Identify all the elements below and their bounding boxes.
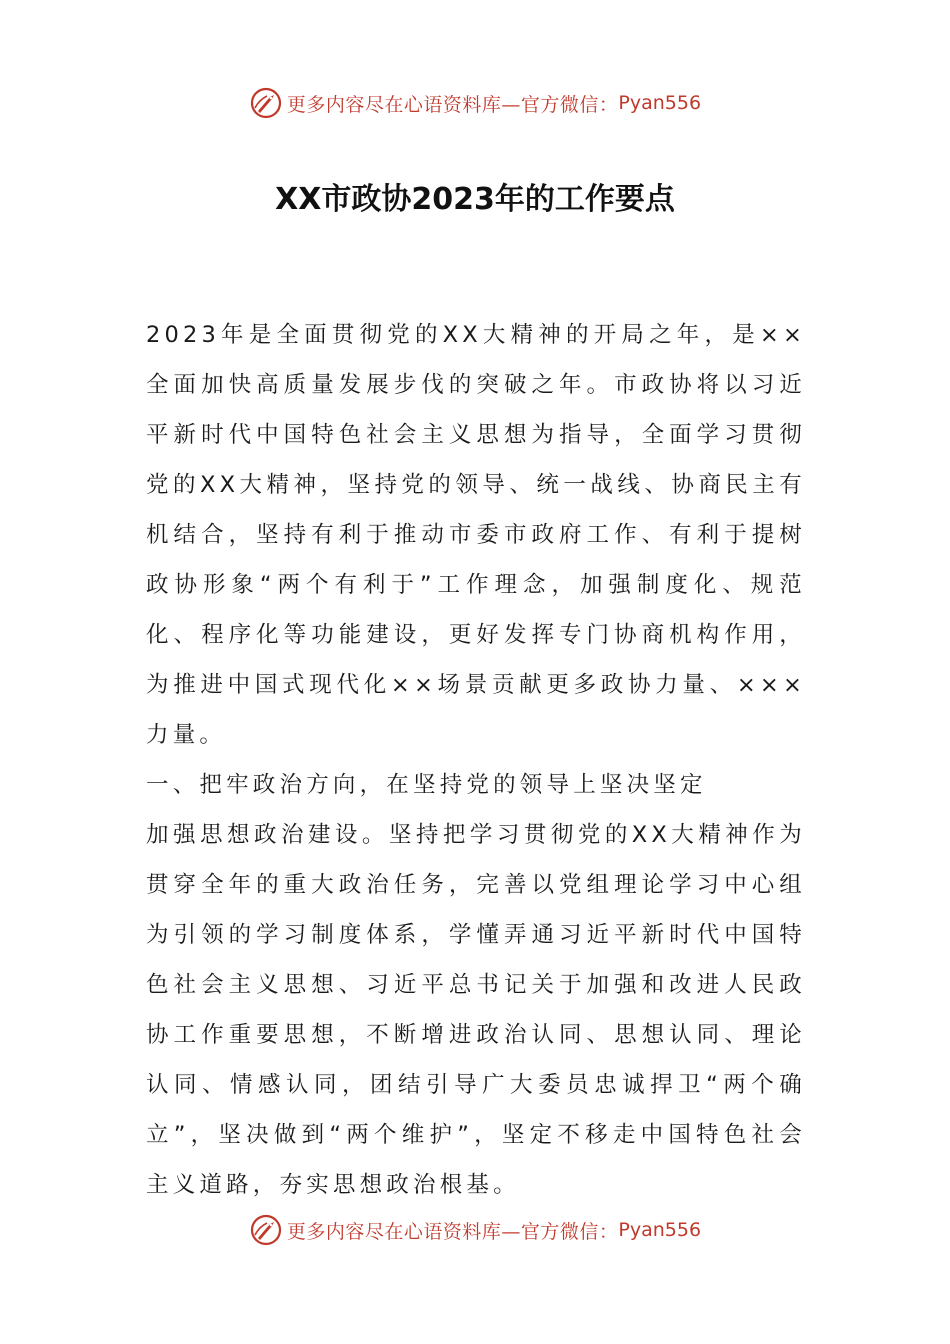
watermark-contact: Pyan556 xyxy=(618,92,702,114)
footer-watermark xyxy=(0,1208,950,1252)
document-title: XX市政协2023年的工作要点 xyxy=(275,182,675,217)
watermark-contact: Pyan556 xyxy=(618,1219,702,1241)
section-heading: 一、把牢政治方向，在坚持党的领导上坚决坚定 xyxy=(146,772,707,798)
pen-nib-logo-icon xyxy=(249,1213,283,1247)
section-paragraph: 加强思想政治建设。坚持把学习贯彻党的XX大精神作为贯穿全年的重大政治任务，完善以党组理论学习中心组为引领的学习制度体系，学懂弄通习近平新时代中国特色社会主义思想、习近平总书记关于加强和改进人民政协工作重要思想，不断增进政治认同、思想认同、理论认同、情感认同，团结引导广大委员忠诚捍卫“两个确立”，坚决做到“两个维护”，坚定不移走中国特色社会主义道路，夯实思想政治根基。 xyxy=(146,822,806,1198)
intro-paragraph: 2023年是全面贯彻党的XX大精神的开局之年，是××全面加快高质量发展步伐的突破之年。市政协将以习近平新时代中国特色社会主义思想为指导，全面学习贯彻党的XX大精神，坚持党的领导、统一战线、协商民主有机结合，坚持有利于推动市委市政府工作、有利于提树政协形象“两个有利于”工作理念，加强制度化、规范化、程序化等功能建设，更好发挥专门协商机构作用，为推进中国式现代化××场景贡献更多政协力量、×××力量。 xyxy=(146,322,806,748)
watermark-text: 更多内容尽在心语资料库—官方微信： xyxy=(286,93,619,116)
document-body xyxy=(146,310,806,1210)
watermark-text: 更多内容尽在心语资料库—官方微信： xyxy=(286,1220,619,1243)
pen-nib-logo-icon xyxy=(249,86,283,120)
header-watermark xyxy=(0,81,950,125)
